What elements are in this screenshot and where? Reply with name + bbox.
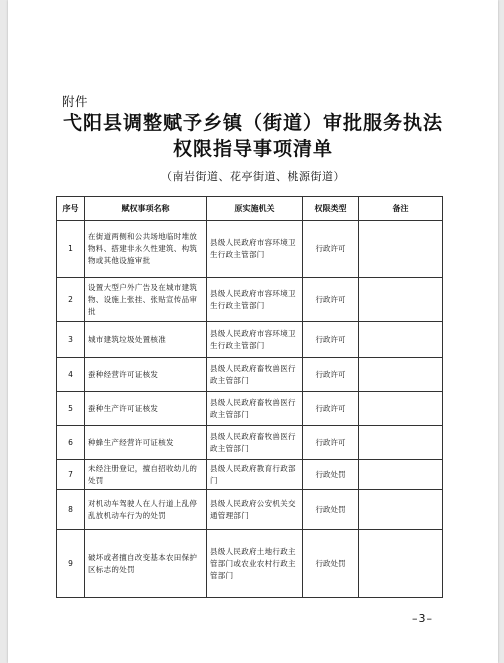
row-dept: 县级人民政府市容环境卫生行政主管部门 bbox=[207, 278, 303, 322]
row-type: 行政处罚 bbox=[303, 460, 359, 490]
row-dept: 县级人民政府市容环境卫生行政主管部门 bbox=[207, 322, 303, 358]
row-item-name: 城市建筑垃圾处置核准 bbox=[85, 322, 207, 358]
row-item-name: 蚕种生产许可证核发 bbox=[85, 392, 207, 426]
row-type: 行政处罚 bbox=[303, 530, 359, 598]
row-type: 行政许可 bbox=[303, 358, 359, 392]
row-remarks bbox=[359, 358, 443, 392]
row-item-name: 在街道两侧和公共场地临时堆放物料、搭建非永久性建筑、构筑物或其他设施审批 bbox=[85, 221, 207, 278]
header-item-name: 赋权事项名称 bbox=[85, 197, 207, 221]
table-row bbox=[57, 426, 443, 460]
row-type: 行政许可 bbox=[303, 221, 359, 278]
row-type: 行政处罚 bbox=[303, 490, 359, 530]
row-number: 3 bbox=[57, 322, 85, 358]
row-dept: 县级人民政府畜牧兽医行政主管部门 bbox=[207, 426, 303, 460]
row-number: 2 bbox=[57, 278, 85, 322]
row-item-name: 未经注册登记，擅自招收幼儿的处罚 bbox=[85, 460, 207, 490]
row-remarks bbox=[359, 322, 443, 358]
attachment-label: 附件 bbox=[62, 94, 89, 109]
header-remarks: 备注 bbox=[359, 197, 443, 221]
row-remarks bbox=[359, 460, 443, 490]
row-number: 5 bbox=[57, 392, 85, 426]
header-original-dept: 原实施机关 bbox=[207, 197, 303, 221]
row-item-name: 破坏或者擅自改变基本农田保护区标志的处罚 bbox=[85, 530, 207, 598]
row-dept: 县级人民政府畜牧兽医行政主管部门 bbox=[207, 358, 303, 392]
document-title-line1: 弋阳县调整赋予乡镇（街道）审批服务执法 bbox=[62, 112, 443, 134]
table-header-row bbox=[57, 197, 443, 221]
row-number: 8 bbox=[57, 490, 85, 530]
header-no: 序号 bbox=[57, 197, 85, 221]
table-row bbox=[57, 358, 443, 392]
row-number: 6 bbox=[57, 426, 85, 460]
document-page bbox=[8, 0, 498, 663]
header-authority-type: 权限类型 bbox=[303, 197, 359, 221]
row-dept: 县级人民政府市容环境卫生行政主管部门 bbox=[207, 221, 303, 278]
table-row bbox=[57, 490, 443, 530]
row-remarks bbox=[359, 426, 443, 460]
row-item-name: 设置大型户外广告及在城市建筑物、设施上张挂、张贴宣传品审批 bbox=[85, 278, 207, 322]
row-dept: 县级人民政府土地行政主管部门或农业农村行政主管部门 bbox=[207, 530, 303, 598]
row-number: 9 bbox=[57, 530, 85, 598]
table-row bbox=[57, 221, 443, 278]
table-row bbox=[57, 392, 443, 426]
page-number: –3– bbox=[412, 612, 433, 625]
table-row bbox=[57, 278, 443, 322]
row-type: 行政许可 bbox=[303, 426, 359, 460]
row-item-name: 对机动车驾驶人在人行道上乱停乱放机动车行为的处罚 bbox=[85, 490, 207, 530]
table-row bbox=[57, 322, 443, 358]
row-dept: 县级人民政府畜牧兽医行政主管部门 bbox=[207, 392, 303, 426]
row-item-name: 种蜂生产经营许可证核发 bbox=[85, 426, 207, 460]
row-remarks bbox=[359, 530, 443, 598]
row-type: 行政许可 bbox=[303, 322, 359, 358]
authority-table bbox=[56, 196, 443, 598]
row-number: 7 bbox=[57, 460, 85, 490]
row-dept: 县级人民政府教育行政部门 bbox=[207, 460, 303, 490]
row-number: 4 bbox=[57, 358, 85, 392]
row-remarks bbox=[359, 392, 443, 426]
row-remarks bbox=[359, 490, 443, 530]
row-item-name: 蚕种经营许可证核发 bbox=[85, 358, 207, 392]
row-type: 行政许可 bbox=[303, 278, 359, 322]
row-dept: 县级人民政府公安机关交通管理部门 bbox=[207, 490, 303, 530]
table-row bbox=[57, 530, 443, 598]
document-title-line2: 权限指导事项清单 bbox=[172, 138, 333, 160]
row-remarks bbox=[359, 278, 443, 322]
row-type: 行政许可 bbox=[303, 392, 359, 426]
row-number: 1 bbox=[57, 221, 85, 278]
table-row bbox=[57, 460, 443, 490]
document-subtitle: （南岩街道、花亭街道、桃源街道） bbox=[161, 170, 345, 183]
row-remarks bbox=[359, 221, 443, 278]
